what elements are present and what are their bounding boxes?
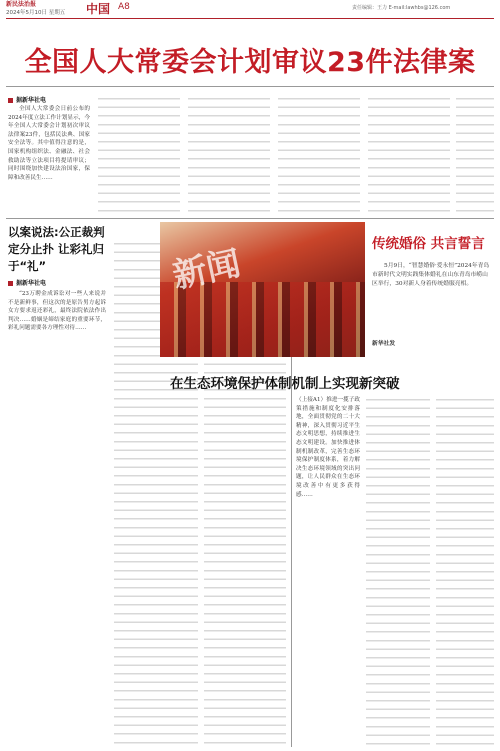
- art4-col-1: （上接A1）推进一揽子政策措施和制度化安排落地，全面贯彻党的二十大精神，深入贯彻习近平生态文明思想，持续推进生态文明建设。加快推进体制机制改革，完善生态环境保护制度体系，着力解决生态环境领域的突出问题，让人民群众在生态环境改善中有更多获得感……: [296, 397, 360, 498]
- wedding-photo: [160, 222, 365, 357]
- art3-credit: 新华社发: [372, 341, 396, 347]
- headline-rule: [6, 86, 494, 87]
- date-line: 2024年5月10日 星期五: [6, 10, 66, 16]
- art1-col-4: [278, 95, 360, 213]
- photo-watermark: 新闻: [169, 243, 245, 297]
- art2-headline: 以案说法:公正裁判定分止扑 让彩礼归于“礼”: [8, 225, 105, 273]
- art1-source: 据新华社电: [8, 95, 46, 104]
- masthead-rule: [6, 18, 494, 19]
- section-label: 中国: [86, 2, 111, 16]
- page-number: A8: [118, 2, 130, 12]
- paper-name: 新民法治报: [6, 1, 37, 8]
- art4-col-2: [366, 396, 430, 746]
- art1-col-6: [456, 95, 494, 213]
- art3-caption: 5月9日，“智慧婚俗·爱永恒”2024年青岛市新时代文明实践集体婚礼在山东青岛市崂山区举行，30对新人身着传统婚服亮相。: [372, 263, 490, 287]
- art4-headline: 在生态环境保护体制机制上实现新突破: [170, 376, 400, 392]
- art3-headline: 传统婚俗 共言誓言: [372, 236, 485, 252]
- art1-col-1: 全国人大常委会日前公布的2024年度立法工作计划显示，今年全国人大常委会计划初次审议法律案23件，包括民法典、国家安全法等。其中值得注意的是，国家机构组织法、金融法、社会救助法等立法项目将提请审议；同时围绕加快建设法治国家，保障和改善民生……: [8, 106, 90, 181]
- art1-col-3: [188, 95, 270, 213]
- art2-col-1: “23万聘金成诉讼对一些人来说并不是新鲜事，但这次的是原告男方起诉女方要求返还彩礼，最终法院依法作出判决……婚姻是缔结家庭的重要环节，彩礼问题需要各方理性对待……: [8, 291, 106, 332]
- art2-source: 据新华社电: [8, 278, 46, 287]
- art1-col-5: [368, 95, 450, 213]
- editor-line: 责任编辑：王力 E-mail:lawhbs@126.com: [352, 5, 451, 11]
- art1-bottom-rule: [6, 218, 494, 219]
- main-headline: 全国人大常委会计划审议23件法律案: [24, 47, 476, 78]
- art4-col-3: [436, 396, 494, 746]
- art1-col-2: [98, 95, 180, 213]
